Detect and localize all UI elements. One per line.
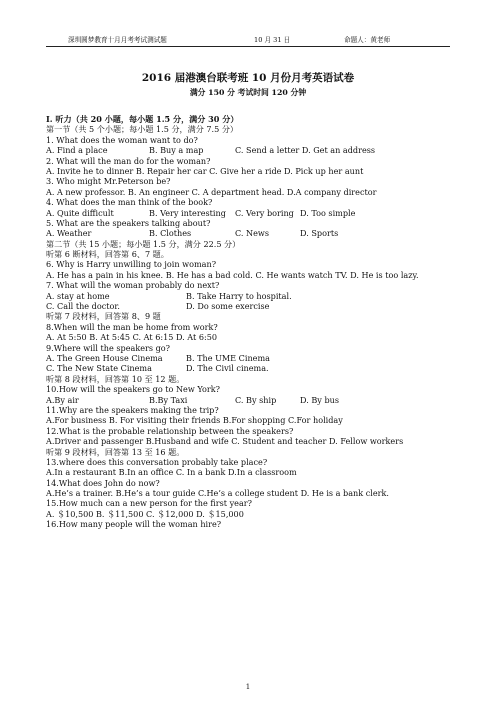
text-line: A. A new professor. B. An engineer C. A department head. D.A company director bbox=[46, 186, 377, 197]
option-text: B. Buy a map bbox=[149, 145, 204, 156]
option-text: C. Call the doctor. bbox=[46, 301, 120, 312]
text-line: 听第 9 段材料，回答第 13 至 16 题。 bbox=[46, 446, 185, 457]
text-line bbox=[46, 208, 466, 218]
text-line: 9.Where will the speakers go? bbox=[46, 342, 171, 353]
text-line: 第二节（共 15 小题；每小题 1.5 分，满分 22.5 分） bbox=[46, 238, 241, 249]
option-text: B. Clothes bbox=[149, 228, 192, 239]
exam-body bbox=[46, 114, 466, 530]
option-text: A. Quite difficult bbox=[46, 207, 114, 218]
option-text: D. The Civil cinema. bbox=[186, 363, 269, 374]
text-line: 12.What is the probable relationship between the speakers? bbox=[46, 425, 294, 436]
text-line bbox=[46, 301, 466, 311]
text-line: A. He has a pain in his knee. B. He has a bad cold. C. He wants watch TV. D. He is too lazy. bbox=[46, 269, 419, 280]
text-line bbox=[46, 353, 466, 363]
option-text: C. News bbox=[235, 228, 270, 239]
option-text: D. By bus bbox=[300, 394, 339, 405]
option-text: A.By air bbox=[46, 394, 79, 405]
option-text: A. Find a place bbox=[46, 145, 108, 156]
exam-title: 2016 届港澳台联考班 10 月份月考英语试卷 bbox=[141, 72, 355, 84]
page-header bbox=[46, 34, 450, 47]
text-line: 听第 6 断材料，回答第 6、7 题。 bbox=[46, 249, 169, 260]
text-line: 第一节（共 5 个小题；每小题 1.5 分，满分 7.5 分） bbox=[46, 124, 239, 135]
text-line: 2. What will the man do for the woman? bbox=[46, 155, 211, 166]
text-line bbox=[46, 228, 466, 238]
text-line: 11.Why are the speakers making the trip? bbox=[46, 404, 219, 415]
text-line: A.He’s a trainer. B.He’s a tour guide C.He’s a college student D. He is a bank clerk. bbox=[46, 488, 389, 499]
text-line bbox=[46, 363, 466, 373]
text-line: 14.What does John do now? bbox=[46, 477, 160, 488]
option-text: B.By Taxi bbox=[149, 394, 188, 405]
text-line: 4. What does the man think of the book? bbox=[46, 197, 213, 208]
option-text: B. Take Harry to hospital. bbox=[186, 290, 292, 301]
text-line: I. 听力（共 20 小题，每小题 1.5 分，满分 30 分） bbox=[46, 114, 239, 124]
text-line: A. ＄10,500 B. ＄11,500 C. ＄12,000 D. ＄15,000 bbox=[46, 508, 244, 519]
text-line: 15.How much can a new person for the first year? bbox=[46, 498, 252, 509]
text-line: 听第 7 段材料，回答第 8、9 题 bbox=[46, 311, 161, 322]
text-line: A.For business B. For visiting their friends B.For shopping C.For holiday bbox=[46, 415, 343, 426]
text-line bbox=[46, 291, 466, 301]
option-text: D. Sports bbox=[300, 228, 339, 239]
text-line: 听第 8 段材料，回答第 10 至 12 题。 bbox=[46, 373, 185, 384]
exam-subtitle: 满分 150 分 考试时间 120 分钟 bbox=[189, 88, 307, 97]
header-middle: 10 月 31 日 bbox=[254, 36, 291, 44]
text-line: 13.where does this conversation probably take place? bbox=[46, 456, 268, 467]
text-line: 5. What are the speakers talking about? bbox=[46, 217, 211, 228]
text-line: 6. Why is Harry unwilling to join woman? bbox=[46, 259, 217, 270]
text-line: A.Driver and passenger B.Husband and wife C. Student and teacher D. Fellow workers bbox=[46, 436, 404, 447]
text-line: A. Invite he to dinner B. Repair her car C. Give her a ride D. Pick up her aunt bbox=[46, 165, 364, 176]
text-line: A.In a restaurant B.In an office C. In a bank D.In a classroom bbox=[46, 467, 297, 478]
option-text: B. Very interesting bbox=[149, 207, 226, 218]
option-text: C. The New State Cinema bbox=[46, 363, 152, 374]
page-number: 1 bbox=[245, 683, 251, 691]
text-line: 10.How will the speakers go to New York? bbox=[46, 384, 220, 395]
text-line: 3. Who might Mr.Peterson be? bbox=[46, 176, 171, 187]
header-right: 命题人：黄老师 bbox=[344, 36, 391, 44]
text-line: A. At 5:50 B. At 5:45 C. At 6:15 D. At 6:50 bbox=[46, 332, 218, 343]
text-line: 7. What will the woman probably do next? bbox=[46, 280, 220, 291]
option-text: A. stay at home bbox=[46, 290, 110, 301]
option-text: C. Send a letter D. Get an address bbox=[235, 145, 376, 156]
text-line bbox=[46, 395, 466, 405]
option-text: D. Do some exercise bbox=[186, 301, 270, 312]
option-text: B. The UME Cinema bbox=[186, 352, 270, 363]
text-line: 1. What does the woman want to do? bbox=[46, 134, 198, 145]
text-line: 16.How many people will the woman hire? bbox=[46, 519, 222, 530]
option-text: C. By ship bbox=[235, 394, 277, 405]
option-text: A. The Green House Cinema bbox=[46, 352, 163, 363]
option-text: C. Very boring bbox=[235, 207, 294, 218]
text-line bbox=[46, 145, 466, 155]
option-text: D. Too simple bbox=[300, 207, 356, 218]
header-left: 深圳圆梦教育十月月考考试测试题 bbox=[68, 36, 167, 44]
text-line: 8.When will the man be home from work? bbox=[46, 321, 218, 332]
option-text: A. Weather bbox=[46, 228, 92, 239]
